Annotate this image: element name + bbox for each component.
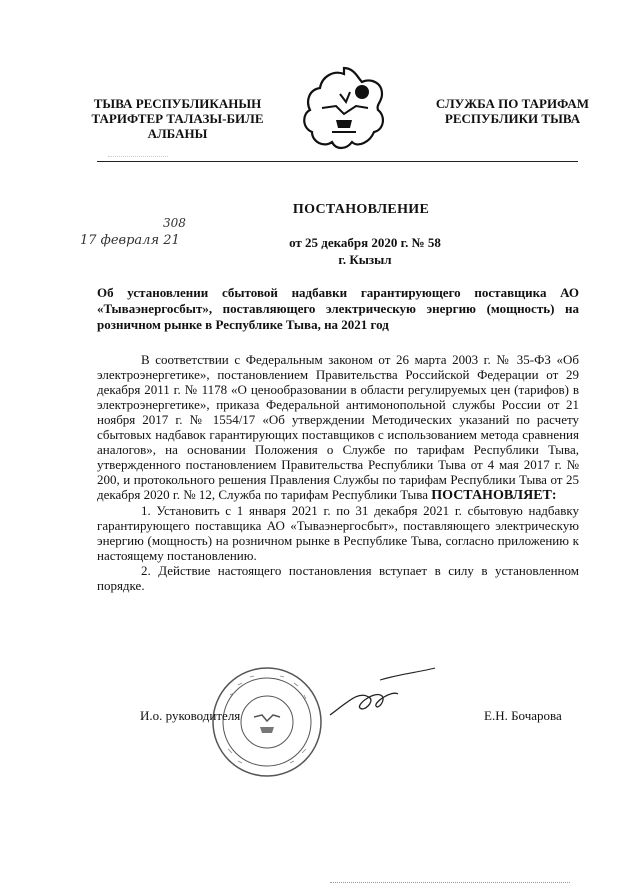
item-1-paragraph: 1. Установить с 1 января 2021 г. по 31 декабря 2021 г. сбытовую надбавку гарантирующего поставщика АО «Тываэнергосбыт», поставляющего электрическую энергию (мощность) на розничном рынке в Республике Тыва, согласно приложению к настоящему постановлению. [97, 503, 579, 563]
document-date-number: от 25 декабря 2020 г. № 58 [289, 235, 441, 250]
header-right-line-1: СЛУЖБА ПО ТАРИФАМ [435, 96, 590, 111]
header-left-authority [85, 96, 270, 141]
preamble-paragraph [97, 352, 579, 503]
scan-bottom-artifact [330, 882, 570, 883]
document-date-block [240, 234, 490, 268]
handwritten-signature [320, 660, 440, 730]
handwritten-registration-number: 308 [163, 216, 186, 230]
signatory-name: Е.Н. Бочарова [484, 708, 562, 723]
item-2-paragraph: 2. Действие настоящего постановления вступает в силу в установленном порядке. [97, 563, 579, 593]
header-right-line-2: РЕСПУБЛИКИ ТЫВА [444, 111, 581, 126]
handwritten-registration-date: 17 февраля 21 [80, 233, 180, 248]
emblem-icon [296, 62, 392, 158]
document-subject: Об установлении сбытовой надбавки гарантирующего поставщика АО «Тываэнергосбыт», поставляющего электрическую энергию (мощность) на розничном рынке в Республике Тыва, на 2021 год [97, 285, 579, 332]
header-left-line-1: ТЫВА РЕСПУБЛИКАНЫН [93, 96, 262, 111]
header-divider [97, 161, 578, 162]
resolves-keyword: ПОСТАНОВЛЯЕТ: [431, 488, 557, 503]
document-body [97, 352, 579, 593]
header-left-line-3: АЛБАНЫ [147, 126, 208, 141]
signatory-role: И.о. руководителя [140, 708, 241, 723]
header-right-authority [420, 96, 605, 126]
document-title: ПОСТАНОВЛЕНИЕ [292, 202, 430, 217]
scan-specks [108, 156, 168, 157]
header-left-line-2: ТАРИФТЕР ТАЛАЗЫ-БИЛЕ [91, 111, 264, 126]
document-city: г. Кызыл [338, 252, 392, 267]
preamble-text: В соответствии с Федеральным законом от 26 марта 2003 г. № 35-ФЗ «Об электроэнергетике», постановлением Правительства Российской Федерации от 29 декабря 2011 г. № 1178 «О ценообразовании в области регулируемых цен (тарифов) в электроэнергетике», приказа Федеральной антимонопольной службы России от 21 ноября 2017 г. № 1554/17 «Об утверждении Методических указаний по расчету сбытовых надбавок гарантирующих поставщиков с использованием метода сравнения аналогов», на основании Положения о Службе по тарифам Республики Тыва, утвержденного постановлением Правительства Республики Тыва от 4 мая 2017 г. № 200, и протокольного решения Правления Службы по тарифам Республики Тыва от 25 декабря 2020 г. № 12, Служба по тарифам Республики Тыва [97, 352, 579, 502]
